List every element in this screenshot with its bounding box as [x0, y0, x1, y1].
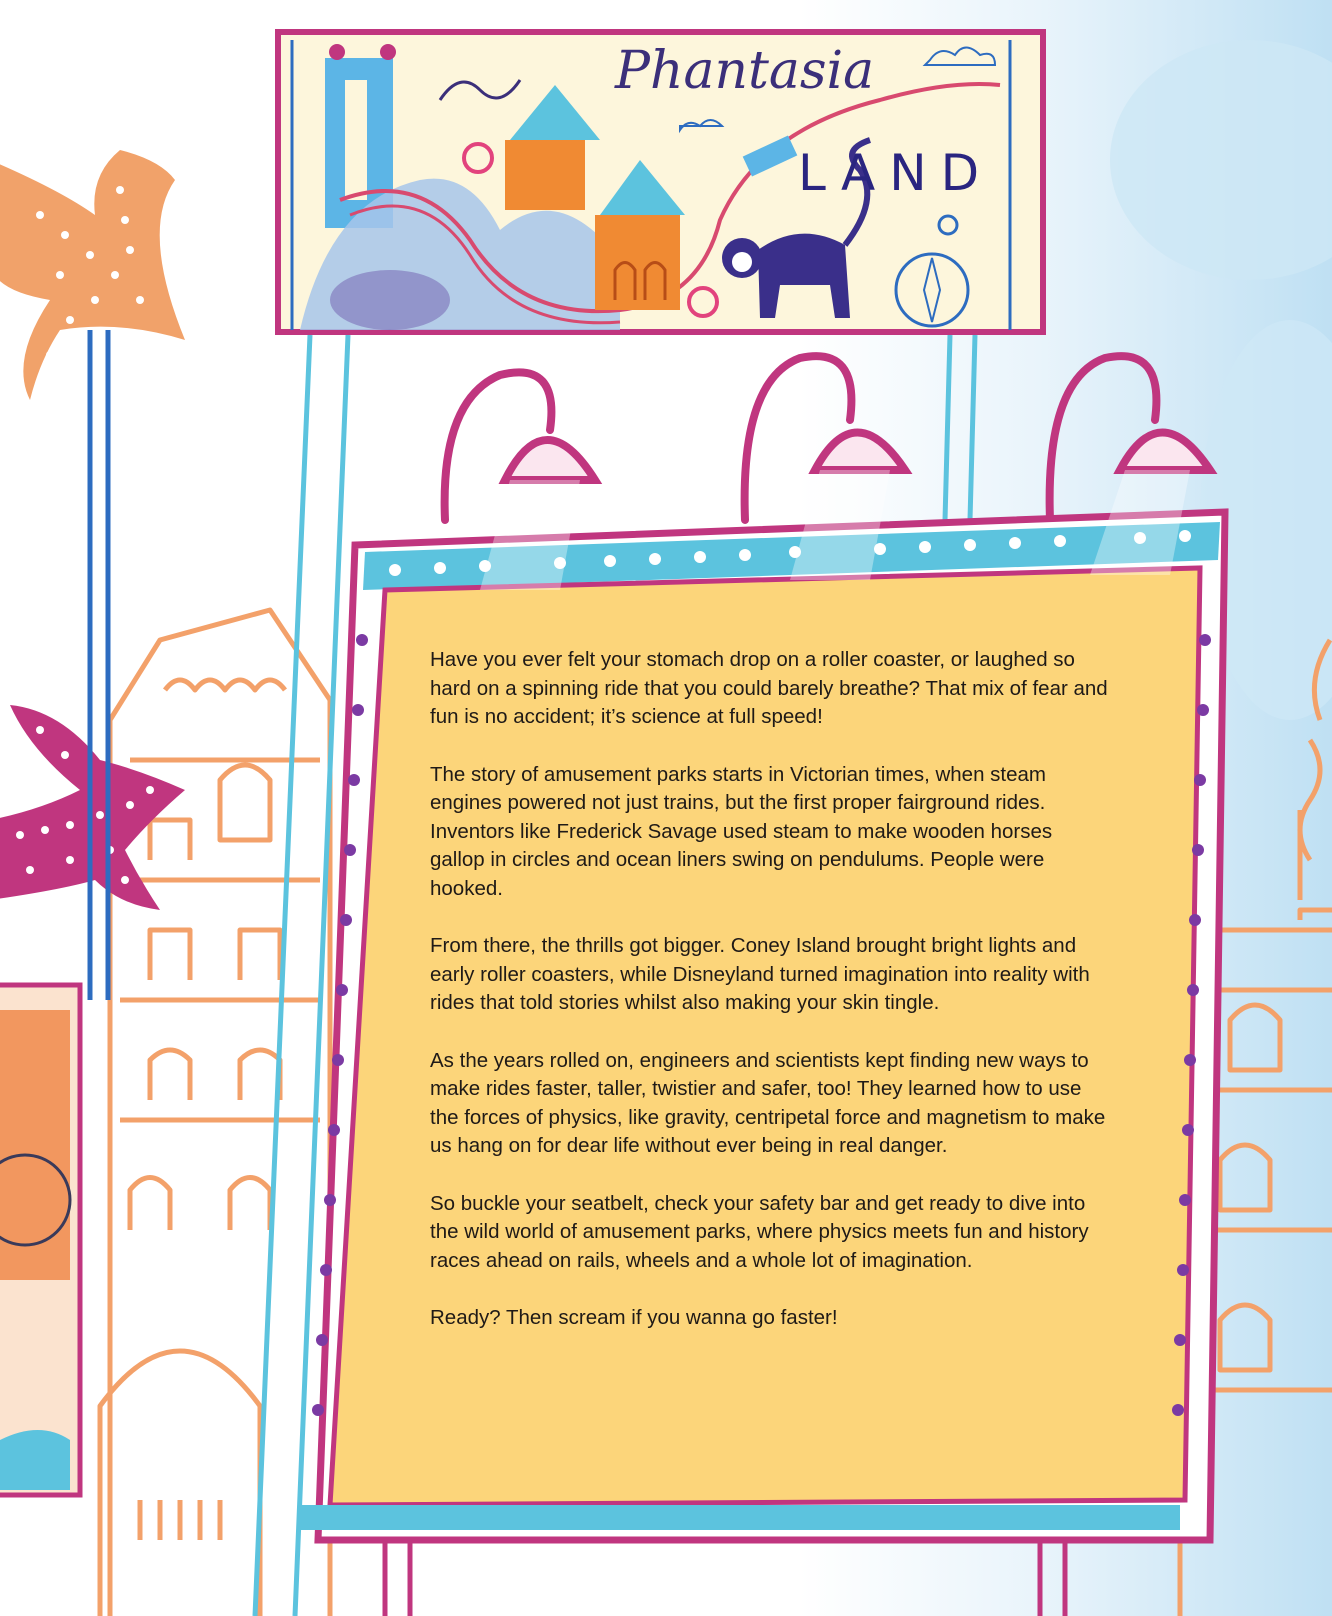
paragraph-engineers: As the years rolled on, engineers and scientists kept finding new ways to make rides faster, taller, twistier and safer, too! They learned how to use the forces of physics, like gravity, centripetal force and magnetism to make us hang on for dear life without ever being in real danger.	[430, 1048, 1106, 1157]
paragraph-intro: Have you ever felt your stomach drop on a roller coaster, or laughed so hard on a spinning ride that you could barely breathe? That mix of fear and fun is no accident; it’s science at full speed!	[430, 648, 1108, 728]
billboard-text	[430, 646, 1110, 1362]
paragraph-coney-island: From there, the thrills got bigger. Coney Island brought bright lights and early roller coasters, while Disneyland turned imagination into reality with rides that told stories whilst also making your skin tingle.	[430, 934, 1090, 1014]
paragraph-buckle-up: So buckle your seatbelt, check your safety bar and get ready to dive into the wild world of amusement parks, where physics meets fun and history races ahead on rails, wheels and a whole lot of imagination.	[430, 1191, 1089, 1272]
sign-title: Phantasia	[615, 41, 875, 101]
phantasia-land-sign	[278, 32, 1043, 332]
sign-subtitle: LAND	[798, 144, 994, 202]
paragraph-ready: Ready? Then scream if you wanna go faster!	[430, 1306, 838, 1329]
left-buildings-illustration	[100, 610, 330, 1616]
paragraph-victorian: The story of amusement parks starts in Victorian times, when steam engines powered not just trains, but the first proper fairground rides. Inventors like Frederick Savage used steam to make wooden horses gallop in circles and ocean liners swing on pendulums. People were hooked.	[430, 762, 1053, 900]
left-poster-fragment	[0, 985, 80, 1495]
